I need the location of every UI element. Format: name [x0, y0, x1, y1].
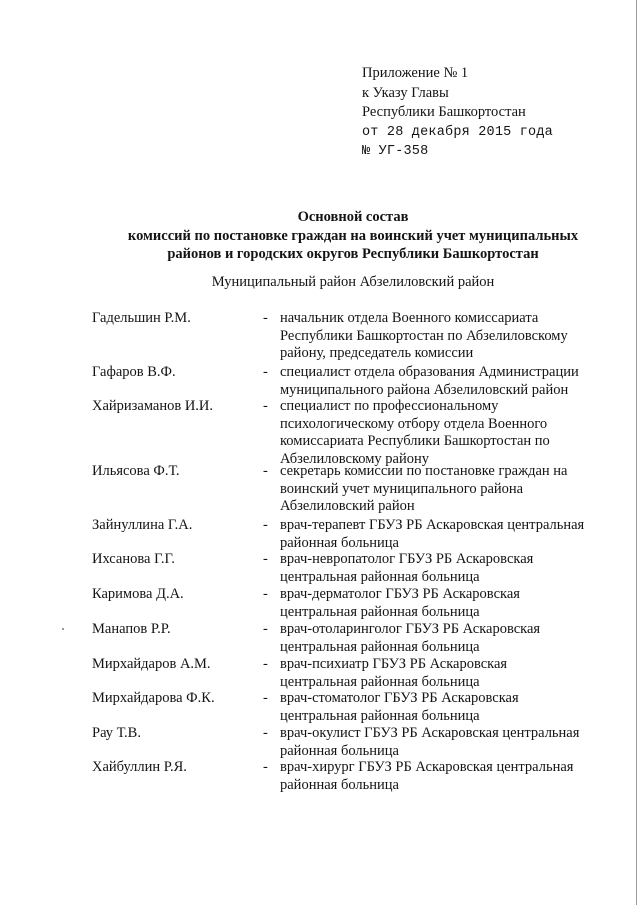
member-role-line: врач-окулист ГБУЗ РБ Аскаровская центральная	[280, 725, 580, 741]
member-role-line: центральная районная больница	[280, 603, 480, 620]
member-role-line: районная больница	[280, 742, 399, 759]
appendix-number: Приложение № 1	[362, 65, 469, 81]
member-role-line: специалист по профессиональному	[280, 398, 499, 414]
member-name: Гафаров В.Ф.	[92, 364, 176, 380]
member-dash: -	[263, 310, 268, 326]
member-role	[280, 690, 614, 725]
member-role-line: психологическому отбору отдела Военного	[280, 415, 548, 432]
appendix-date: от 28 декабря 2015 года	[362, 124, 553, 140]
member-dash: -	[263, 517, 268, 533]
member-dash: -	[263, 463, 268, 479]
member-role-line: центральная районная больница	[280, 638, 480, 655]
member-role-line: врач-хирург ГБУЗ РБ Аскаровская центральная	[280, 759, 574, 775]
member-name: Рау Т.В.	[92, 725, 141, 741]
member-role-line: району, председатель комиссии	[280, 345, 474, 361]
appendix-decree-ref: к Указу Главы	[362, 84, 449, 101]
member-name: Мирхайдарова Ф.К.	[92, 690, 215, 706]
member-name: Зайнуллина Г.А.	[92, 517, 193, 533]
member-name: Каримова Д.А.	[92, 586, 184, 602]
member-role-line: врач-терапевт ГБУЗ РБ Аскаровская центральная	[280, 517, 585, 533]
member-role	[280, 586, 614, 621]
appendix-republic: Республики Башкортостан	[362, 104, 526, 120]
member-role	[280, 725, 614, 760]
member-role	[280, 656, 614, 691]
member-role-line: специалист отдела образования Администрации	[280, 364, 579, 380]
member-dash: -	[263, 621, 268, 637]
member-role-line: врач-психиатр ГБУЗ РБ Аскаровская	[280, 656, 508, 672]
member-role-line: врач-отоларинголог ГБУЗ РБ Аскаровская	[280, 621, 541, 637]
member-name: Хайризаманов И.И.	[92, 398, 214, 414]
appendix-header	[362, 64, 553, 162]
member-role-line: врач-невропатолог ГБУЗ РБ Аскаровская	[280, 551, 534, 567]
member-role-line: Абзелиловский район	[280, 498, 415, 514]
scan-speck	[62, 628, 64, 630]
member-dash: -	[263, 364, 268, 380]
member-dash: -	[263, 398, 268, 414]
appendix-decree-number: № УГ-358	[362, 144, 429, 159]
member-name: Гадельшин Р.М.	[92, 310, 191, 326]
member-role-line: секретарь комиссии по постановке граждан на	[280, 463, 568, 479]
member-role-line: начальник отдела Военного комиссариата	[280, 310, 539, 326]
member-role	[280, 621, 614, 656]
member-name: Манапов Р.Р.	[92, 621, 171, 637]
member-role	[280, 759, 614, 794]
member-role	[280, 310, 614, 363]
member-role-line: врач-дерматолог ГБУЗ РБ Аскаровская	[280, 586, 520, 602]
member-dash: -	[263, 725, 268, 741]
member-role-line: центральная районная больница	[280, 673, 480, 690]
member-role	[280, 398, 614, 468]
member-dash: -	[263, 690, 268, 706]
scan-edge-line	[636, 0, 637, 905]
member-role-line: врач-стоматолог ГБУЗ РБ Аскаровская	[280, 690, 519, 706]
member-role	[280, 551, 614, 586]
title-line-1: Основной состав	[297, 209, 409, 225]
member-role-line: комиссариата Республики Башкортостан по	[280, 433, 550, 449]
member-role-line: центральная районная больница	[280, 568, 480, 585]
member-role	[280, 364, 614, 399]
member-dash: -	[263, 656, 268, 672]
member-role-line: районная больница	[280, 534, 399, 551]
district-subtitle: Муниципальный район Абзелиловский район	[211, 274, 495, 290]
member-role	[280, 517, 614, 552]
member-role-line: Республики Башкортостан по Абзелиловскому	[280, 327, 568, 344]
member-role-line: центральная районная больница	[280, 707, 480, 724]
member-role	[280, 463, 614, 516]
member-dash: -	[263, 586, 268, 602]
document-title	[80, 208, 626, 264]
member-dash: -	[263, 551, 268, 567]
member-role-line: воинский учет муниципального района	[280, 480, 524, 497]
title-line-3: районов и городских округов Республики Башкортостан	[167, 246, 539, 262]
member-role-line: муниципального района Абзелиловский район	[280, 381, 569, 398]
member-dash: -	[263, 759, 268, 775]
member-name: Мирхайдаров А.М.	[92, 656, 211, 672]
member-role-line: районная больница	[280, 776, 399, 793]
title-line-2: комиссий по постановке граждан на воинский учет муниципальных	[127, 227, 579, 244]
member-name: Ихсанова Г.Г.	[92, 551, 175, 567]
member-name: Ильясова Ф.Т.	[92, 463, 180, 479]
member-name: Хайбуллин Р.Я.	[92, 759, 187, 775]
member-role-line: Абзелиловскому району	[280, 450, 429, 467]
